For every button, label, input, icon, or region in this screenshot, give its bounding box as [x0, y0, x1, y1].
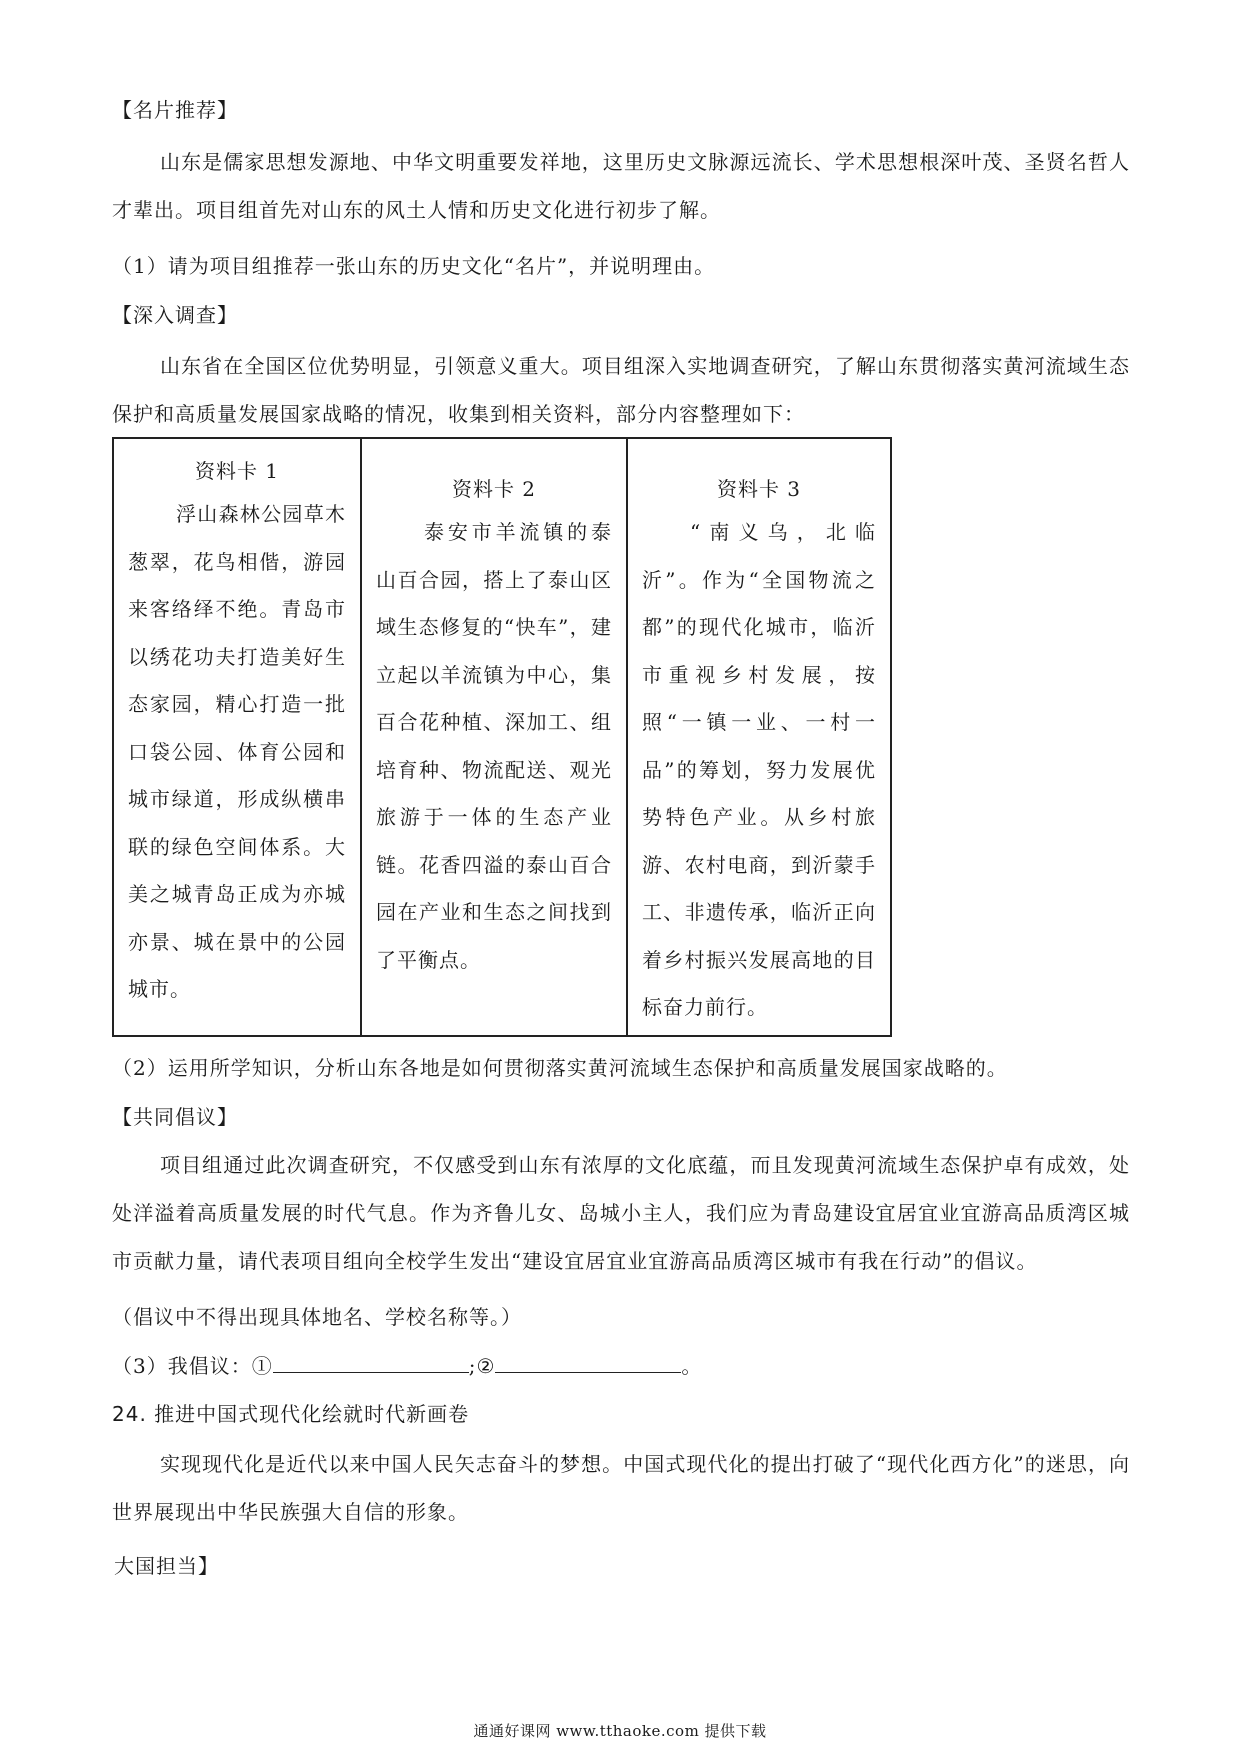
material-card-2-title: 资料卡 2 — [451, 477, 537, 501]
material-card-1-title: 资料卡 1 — [194, 459, 280, 483]
question-24-title: 24. 推进中国式现代化绘就时代新画卷 — [112, 1402, 470, 1426]
initiative-note: （倡议中不得出现具体地名、学校名称等。） — [112, 1305, 522, 1329]
question-1: （1）请为项目组推荐一张山东的历史文化“名片”，并说明理由。 — [112, 254, 716, 278]
question-3-separator: ;② — [468, 1354, 496, 1378]
answer-blank-2[interactable] — [495, 1354, 681, 1373]
section1-paragraph: 山东是儒家思想发源地、中华文明重要发祥地，这里历史文脉源远流长、学术思想根深叶茂、圣贤名哲人才辈出。项目组首先对山东的风土人情和历史文化进行初步了解。 — [112, 150, 1130, 222]
material-card-3-title: 资料卡 3 — [716, 477, 802, 501]
material-card-2-text: 泰安市羊流镇的泰山百合园，搭上了泰山区域生态修复的“快车”，建立起以羊流镇为中心，集百合花种植、深加工、组培育种、物流配送、观光旅游于一体的生态产业链。花香四溢的泰山百合园在产业和生态之间找到了平衡点。 — [376, 520, 612, 972]
material-card-3-text: “南义乌，北临沂”。作为“全国物流之都”的现代化城市，临沂市重视乡村发展，按照“一镇一业、一村一品”的筹划，努力发展优势特色产业。从乡村旅游、农村电商，到沂蒙手工、非遗传承，临沂正向着乡村振兴发展高地的目标奋力前行。 — [642, 520, 876, 1019]
question-3-end: 。 — [681, 1354, 703, 1378]
material-cards-table — [112, 437, 892, 1037]
material-card-1 — [114, 439, 360, 1035]
page-footer: 通通好课网 www.tthaoke.com 提供下载 — [473, 1722, 767, 1740]
question-24-paragraph: 实现现代化是近代以来中国人民矢志奋斗的梦想。中国式现代化的提出打破了“现代化西方化”的迷思，向世界展现出中华民族强大自信的形象。 — [112, 1452, 1130, 1524]
section3-paragraph: 项目组通过此次调查研究，不仅感受到山东有浓厚的文化底蕴，而且发现黄河流域生态保护卓有成效，处处洋溢着高质量发展的时代气息。作为齐鲁儿女、岛城小主人，我们应为青岛建设宜居宜业宜游高品质湾区城市贡献力量，请代表项目组向全校学生发出“建设宜居宜业宜游高品质湾区城市有我在行动”的倡议。 — [112, 1153, 1130, 1273]
question-3-prefix: （3）我倡议：① — [112, 1354, 273, 1378]
answer-blank-1[interactable] — [273, 1354, 469, 1373]
section-heading-investigation: 【深入调查】 — [112, 303, 238, 327]
material-card-1-text: 浮山森林公园草木葱翠，花鸟相偕，游园来客络绎不绝。青岛市以绣花功夫打造美好生态家园，精心打造一批口袋公园、体育公园和城市绿道，形成纵横串联的绿色空间体系。大美之城青岛正成为亦城亦景、城在景中的公园城市。 — [128, 502, 346, 1001]
material-card-2 — [360, 439, 626, 1035]
section-heading-great-power: 大国担当】 — [114, 1554, 219, 1578]
section2-paragraph: 山东省在全国区位优势明显，引领意义重大。项目组深入实地调查研究，了解山东贯彻落实黄河流域生态保护和高质量发展国家战略的情况，收集到相关资料，部分内容整理如下： — [112, 354, 1130, 426]
section-heading-card-recommend: 【名片推荐】 — [112, 98, 238, 122]
question-2: （2）运用所学知识，分析山东各地是如何贯彻落实黄河流域生态保护和高质量发展国家战略的。 — [112, 1056, 1008, 1080]
section-heading-initiative: 【共同倡议】 — [112, 1105, 238, 1129]
material-card-3 — [626, 439, 890, 1035]
question-3 — [112, 1352, 1130, 1380]
